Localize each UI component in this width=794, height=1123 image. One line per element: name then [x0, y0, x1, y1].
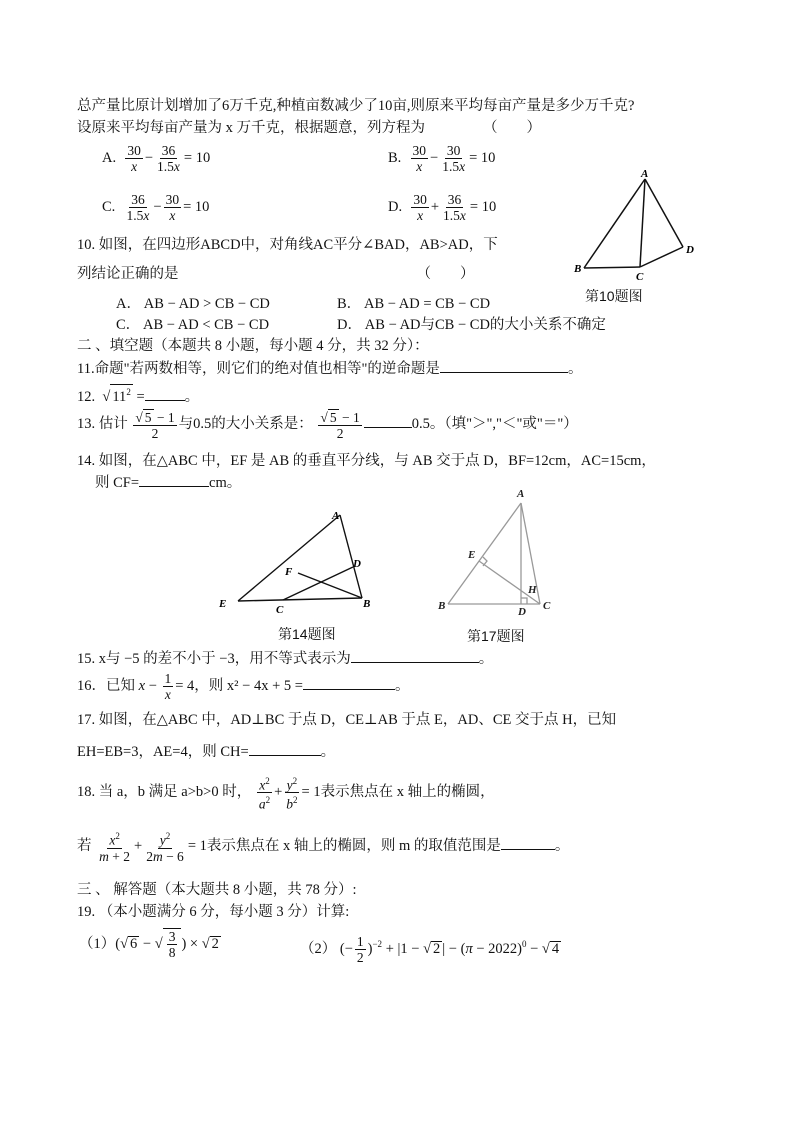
q10-label-c: C [636, 271, 644, 283]
q10-label-b: B [574, 263, 582, 275]
q17-label-b: B [438, 600, 446, 612]
q17-label-e: E [468, 549, 476, 561]
q17-line2-text: EH=EB=3，AE=4，则 CH= [77, 744, 249, 760]
q14-edge-fb [298, 573, 362, 598]
q12-answer-blank[interactable] [145, 386, 185, 401]
q10-edge-ac [640, 179, 645, 267]
q19-part1-label: （1） [79, 936, 116, 952]
q13-prefix: 13. 估计 [77, 416, 128, 432]
q10-label-d: D [686, 244, 694, 256]
q19-title: 19. （本小题满分 6 分，每小题 3 分）计算: [77, 904, 350, 920]
q19-part2: （2） (− $\frac{1}{2}$ )$^{-2}$ + |1 − √ 2 | − $(\pi - 2022)^0$ − √ 4 [300, 934, 560, 965]
q14-label-c: C [276, 604, 284, 616]
q9-option-b-label: B. [388, 150, 402, 166]
q14-line1: 14. 如图，在△ABC 中，EF 是 AB 的垂直平分线，与 AB 交于点 D，BF=12cm，AC=15cm， [77, 453, 656, 469]
q13-mid: 与0.5的大小关系是： [178, 416, 313, 432]
q14-edge-cd [283, 567, 353, 600]
q15-text: 15. x与 −5 的差不小于 −3，用不等式表示为 [77, 651, 351, 667]
figure-q14 [210, 505, 380, 620]
q14-line2-suffix: cm。 [209, 475, 242, 491]
q16: 16．已知 x − $\frac{1}{x}$ = 4，则 x² − 4x + 5 = 。 [77, 671, 410, 703]
q9-paren: （ ） [483, 120, 541, 136]
q16-mid: = 4，则 x² − 4x + 5 = [175, 678, 303, 694]
q14-figure-caption: 第14题图 [278, 626, 336, 642]
q9-option-c-label: C. [102, 199, 116, 215]
q17-label-d: D [518, 606, 526, 615]
q17-label-c: C [543, 600, 551, 612]
q13-answer-blank[interactable] [364, 413, 412, 428]
q12-text: 12. [77, 388, 96, 405]
q10-edge-ab [584, 179, 645, 268]
q10-edge-ad [645, 179, 683, 247]
q10-option-d: D． AB − AD与CB − CD的大小关系不确定 [337, 317, 606, 333]
q15: 15. x与 −5 的差不小于 −3，用不等式表示为 。 [77, 648, 493, 669]
q9-option-a: A. $\frac{30}{x}$ − $\frac{36}{1.5x}$ = 10 [102, 143, 211, 175]
q14-label-e: E [219, 598, 227, 610]
q18-line1-prefix: 18. 当 a，b 满足 a>b>0 时， [77, 784, 252, 800]
q17-label-a: A [517, 488, 525, 500]
q10-option-b: B． AB − AD = CB − CD [337, 296, 491, 312]
q14-answer-blank[interactable] [139, 472, 209, 487]
figure-q17 [432, 485, 562, 615]
q10-line2-text: 列结论正确的是 [77, 266, 179, 282]
q17-figure-caption: 第17题图 [467, 628, 525, 644]
q10-label-a: A [641, 168, 649, 180]
q17-label-h: H [528, 584, 537, 596]
q14-edge-ab [340, 515, 362, 598]
q18-line2-prefix: 若 [77, 838, 92, 854]
q18-line2: 若 $\frac{x^2}{m + 2}$ + $\frac{y^2}{2m - 6}$ = 1表示焦点在 x 轴上的椭圆，则 m 的取值范围是 。 [77, 831, 570, 864]
q14-label-b: B [363, 598, 371, 610]
q10-line2 [77, 264, 475, 284]
q18-line2-suffix: 表示焦点在 x 轴上的椭圆，则 m 的取值范围是 [206, 838, 501, 854]
q9-option-a-label: A. [102, 150, 117, 166]
q14-label-d: D [353, 558, 361, 570]
q16-prefix: 16．已知 [77, 678, 135, 694]
q9-option-c: C. $\frac{36}{1.5x}$ − $\frac{30}{x}$ = 10 [102, 192, 210, 224]
q10-line1: 10. 如图，在四边形ABCD中，对角线AC平分∠BAD，AB>AD，下 [77, 237, 498, 253]
q11-text: 11.命题"若两数相等，则它们的绝对值也相等"的逆命题是 [77, 361, 440, 377]
q13: 13. 估计 $\frac{√ 5 - 1}{2}$ 与0.5的大小关系是： $\frac{√ 5 - 1}{2}$ 0.5。（填"＞","＜"或"＝"） [77, 409, 578, 441]
q14-line2-prefix: 则 CF= [95, 475, 140, 491]
q14-edge-ae [238, 515, 340, 601]
q14-label-f: F [285, 566, 293, 578]
q17-line2: EH=EB=3，AE=4，则 CH= 。 [77, 741, 335, 762]
q18-line1: 18. 当 a，b 满足 a>b>0 时， $\frac{x^2}{a^2}$ + $\frac{y^2}{b^2}$ = 1表示焦点在 x 轴上的椭圆， [77, 775, 495, 812]
q14-edge-eb [238, 598, 362, 601]
q10-option-c: C． AB − AD < CB − CD [116, 317, 270, 333]
q19-part1: （1）(√ 6 − √ $\frac{3}{8}$ ) × √ 2 [79, 929, 219, 961]
figure-q10 [570, 165, 700, 285]
q17-right-angle-d [521, 598, 527, 604]
q9-line1: 总产量比原计划增加了6万千克,种植亩数减少了10亩,则原来平均每亩产量是多少万千克? [77, 98, 635, 114]
q9-line2-text: 设原来平均每亩产量为 x 万千克，根据题意，列方程为 [77, 120, 425, 136]
q11-answer-blank[interactable] [440, 358, 568, 373]
q9-option-d: D. $\frac{30}{x}$ + $\frac{36}{1.5x}$ = 10 [388, 192, 497, 224]
q17-edge-ab [448, 503, 521, 604]
q18-line1-suffix: 表示焦点在 x 轴上的椭圆， [320, 784, 495, 800]
q10-option-a: A． AB − AD > CB − CD [116, 296, 270, 312]
q17-edge-ec [479, 561, 540, 604]
q9-option-b: B. $\frac{30}{x}$ − $\frac{30}{1.5x}$ = 10 [388, 143, 496, 175]
q9-line2 [77, 118, 541, 138]
q12: 12. √ $11^2$ = 。 [77, 384, 199, 407]
q10-figure-caption: 第10题图 [585, 288, 643, 304]
q13-suffix: 0.5。（填"＞","＜"或"＝"） [411, 416, 578, 432]
q9-option-d-label: D. [388, 199, 403, 215]
q15-answer-blank[interactable] [351, 648, 479, 663]
q17-line1: 17. 如图，在△ABC 中，AD⊥BC 于点 D，CE⊥AB 于点 E，AD、CE 交于点 H，已知 [77, 712, 617, 728]
q11: 11.命题"若两数相等，则它们的绝对值也相等"的逆命题是 。 [77, 358, 582, 379]
q14-label-a: A [332, 510, 340, 522]
q14-line2 [95, 472, 241, 493]
q18-answer-blank[interactable] [501, 835, 555, 850]
q10-edge-cd [640, 247, 683, 267]
q16-answer-blank[interactable] [303, 675, 395, 690]
section-3-heading: 三 、 解答题（本大题共 8 小题，共 78 分）: [77, 882, 357, 898]
q19-part2-label: （2） [300, 940, 337, 957]
q10-edge-bc [584, 267, 640, 268]
q10-paren: （ ） [416, 266, 475, 282]
q17-answer-blank[interactable] [249, 741, 321, 756]
section-2-heading: 二 、填空题（本题共 8 小题，每小题 4 分，共 32 分）： [77, 338, 429, 354]
